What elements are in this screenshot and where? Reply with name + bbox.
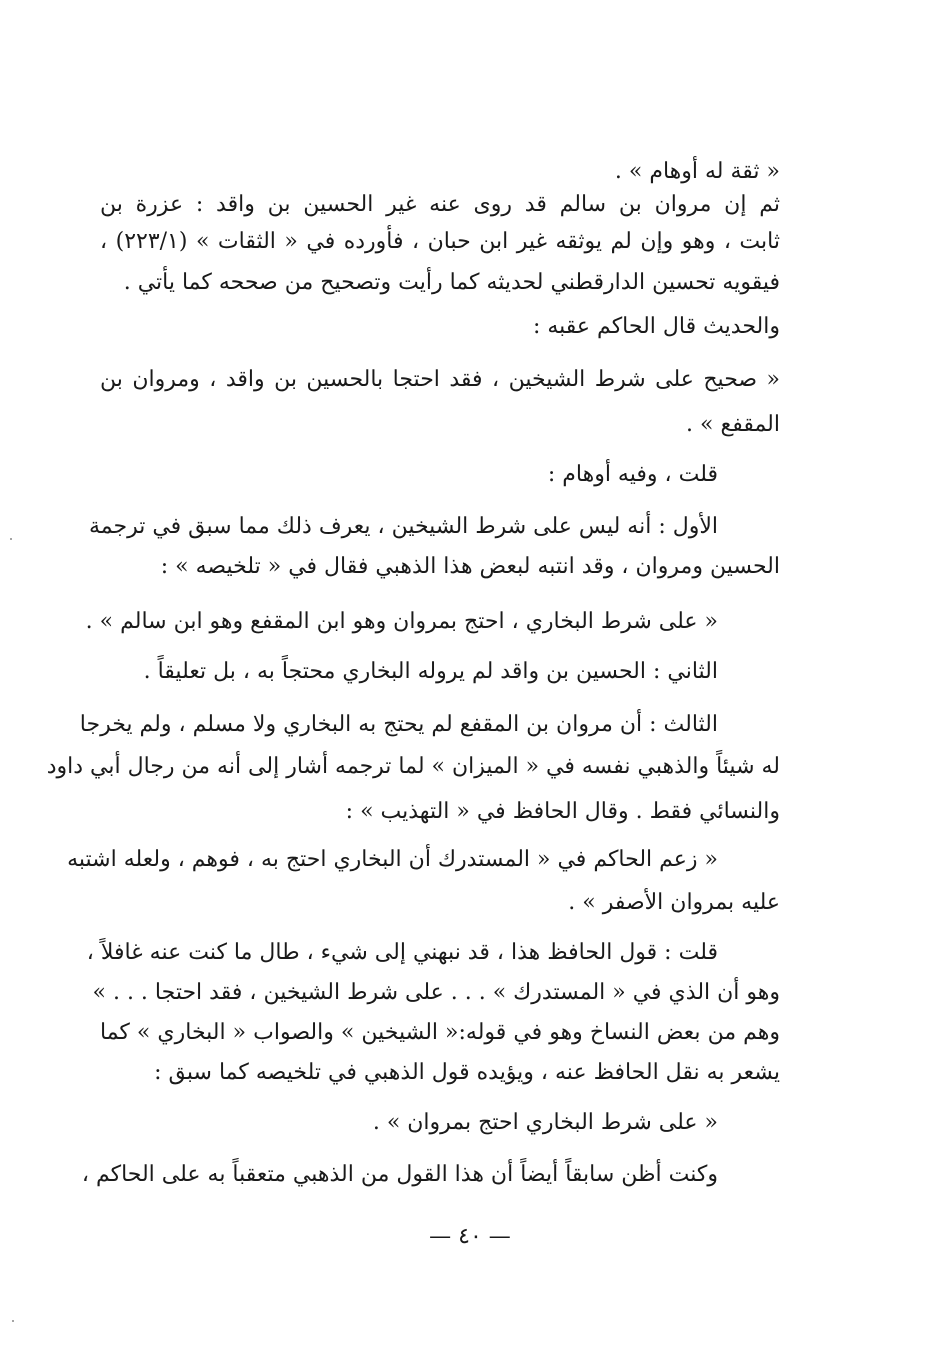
text-line: وهم من بعض النساخ وهو في قوله:« الشيخين » والصواب « البخاري » كما [100, 1020, 780, 1045]
page-number: — ٤٠ — [429, 1224, 511, 1249]
text-line: ثابت ، وهو وإن لم يوثقه غير ابن حبان ، فأورده في « الثقات » (٢٢٣/١) ، [100, 229, 780, 254]
text-line: قلت ، وفيه أوهام : [547, 462, 718, 487]
text-line: الأول : أنه ليس على شرط الشيخين ، يعرف ذلك مما سبق في ترجمة [88, 514, 718, 539]
scan-speck [12, 1320, 14, 1322]
text-line: « ثقة له أوهام » . [614, 159, 780, 184]
text-line: والنسائي فقط . وقال الحافظ في « التهذيب » : [345, 799, 780, 824]
text-line: وهو أن الذي في « المستدرك » . . . على شرط الشيخين ، فقد احتجا . . . » [92, 980, 780, 1005]
text-line: يشعر به نقل الحافظ عنه ، ويؤيده قول الذهبي في تلخيصه كما سبق : [154, 1060, 780, 1085]
text-line: « على شرط البخاري ، احتج بمروان وهو ابن المقفع وهو ابن سالم » . [85, 609, 718, 634]
text-line: الثالث : أن مروان بن المقفع لم يحتج به البخاري ولا مسلم ، ولم يخرجا [79, 712, 718, 737]
text-line: المقفع » . [686, 412, 780, 437]
text-line: عليه بمروان الأصفر » . [568, 890, 780, 915]
text-line: ثم إن مروان بن سالم قد روى عنه غير الحسين بن واقد : عزرة بن [100, 192, 780, 217]
text-line: « زعم الحاكم في « المستدرك أن البخاري احتج به ، فوهم ، ولعله اشتبه [67, 847, 718, 872]
text-line: والحديث قال الحاكم عقبه : [532, 314, 780, 339]
text-line: فيقويه تحسين الدارقطني لحديثه كما رأيت وتصحيح من صححه كما يأتي . [123, 270, 780, 295]
text-line: قلت : قول الحافظ هذا ، قد نبهني إلى شيء ، طال ما كنت عنه غافلاً ، [86, 940, 718, 965]
text-line: وكنت أظن سابقاً أيضاً أن هذا القول من الذهبي متعقباً به على الحاكم ، [81, 1162, 718, 1187]
text-line: الحسين ومروان ، وقد انتبه لبعض هذا الذهبي فقال في « تلخيصه » : [160, 554, 780, 579]
text-line: له شيئاً والذهبي نفسه في « الميزان » لما ترجمه أشار إلى أنه من رجال أبي داود [46, 754, 780, 779]
text-line: « على شرط البخاري احتج بمروان » . [372, 1110, 718, 1135]
text-line: الثاني : الحسين بن واقد لم يروله البخاري محتجاً به ، بل تعليقاً . [143, 659, 718, 684]
text-line: « صحيح على شرط الشيخين ، فقد احتجا بالحسين بن واقد ، ومروان بن [100, 367, 781, 392]
scan-speck [10, 538, 12, 540]
